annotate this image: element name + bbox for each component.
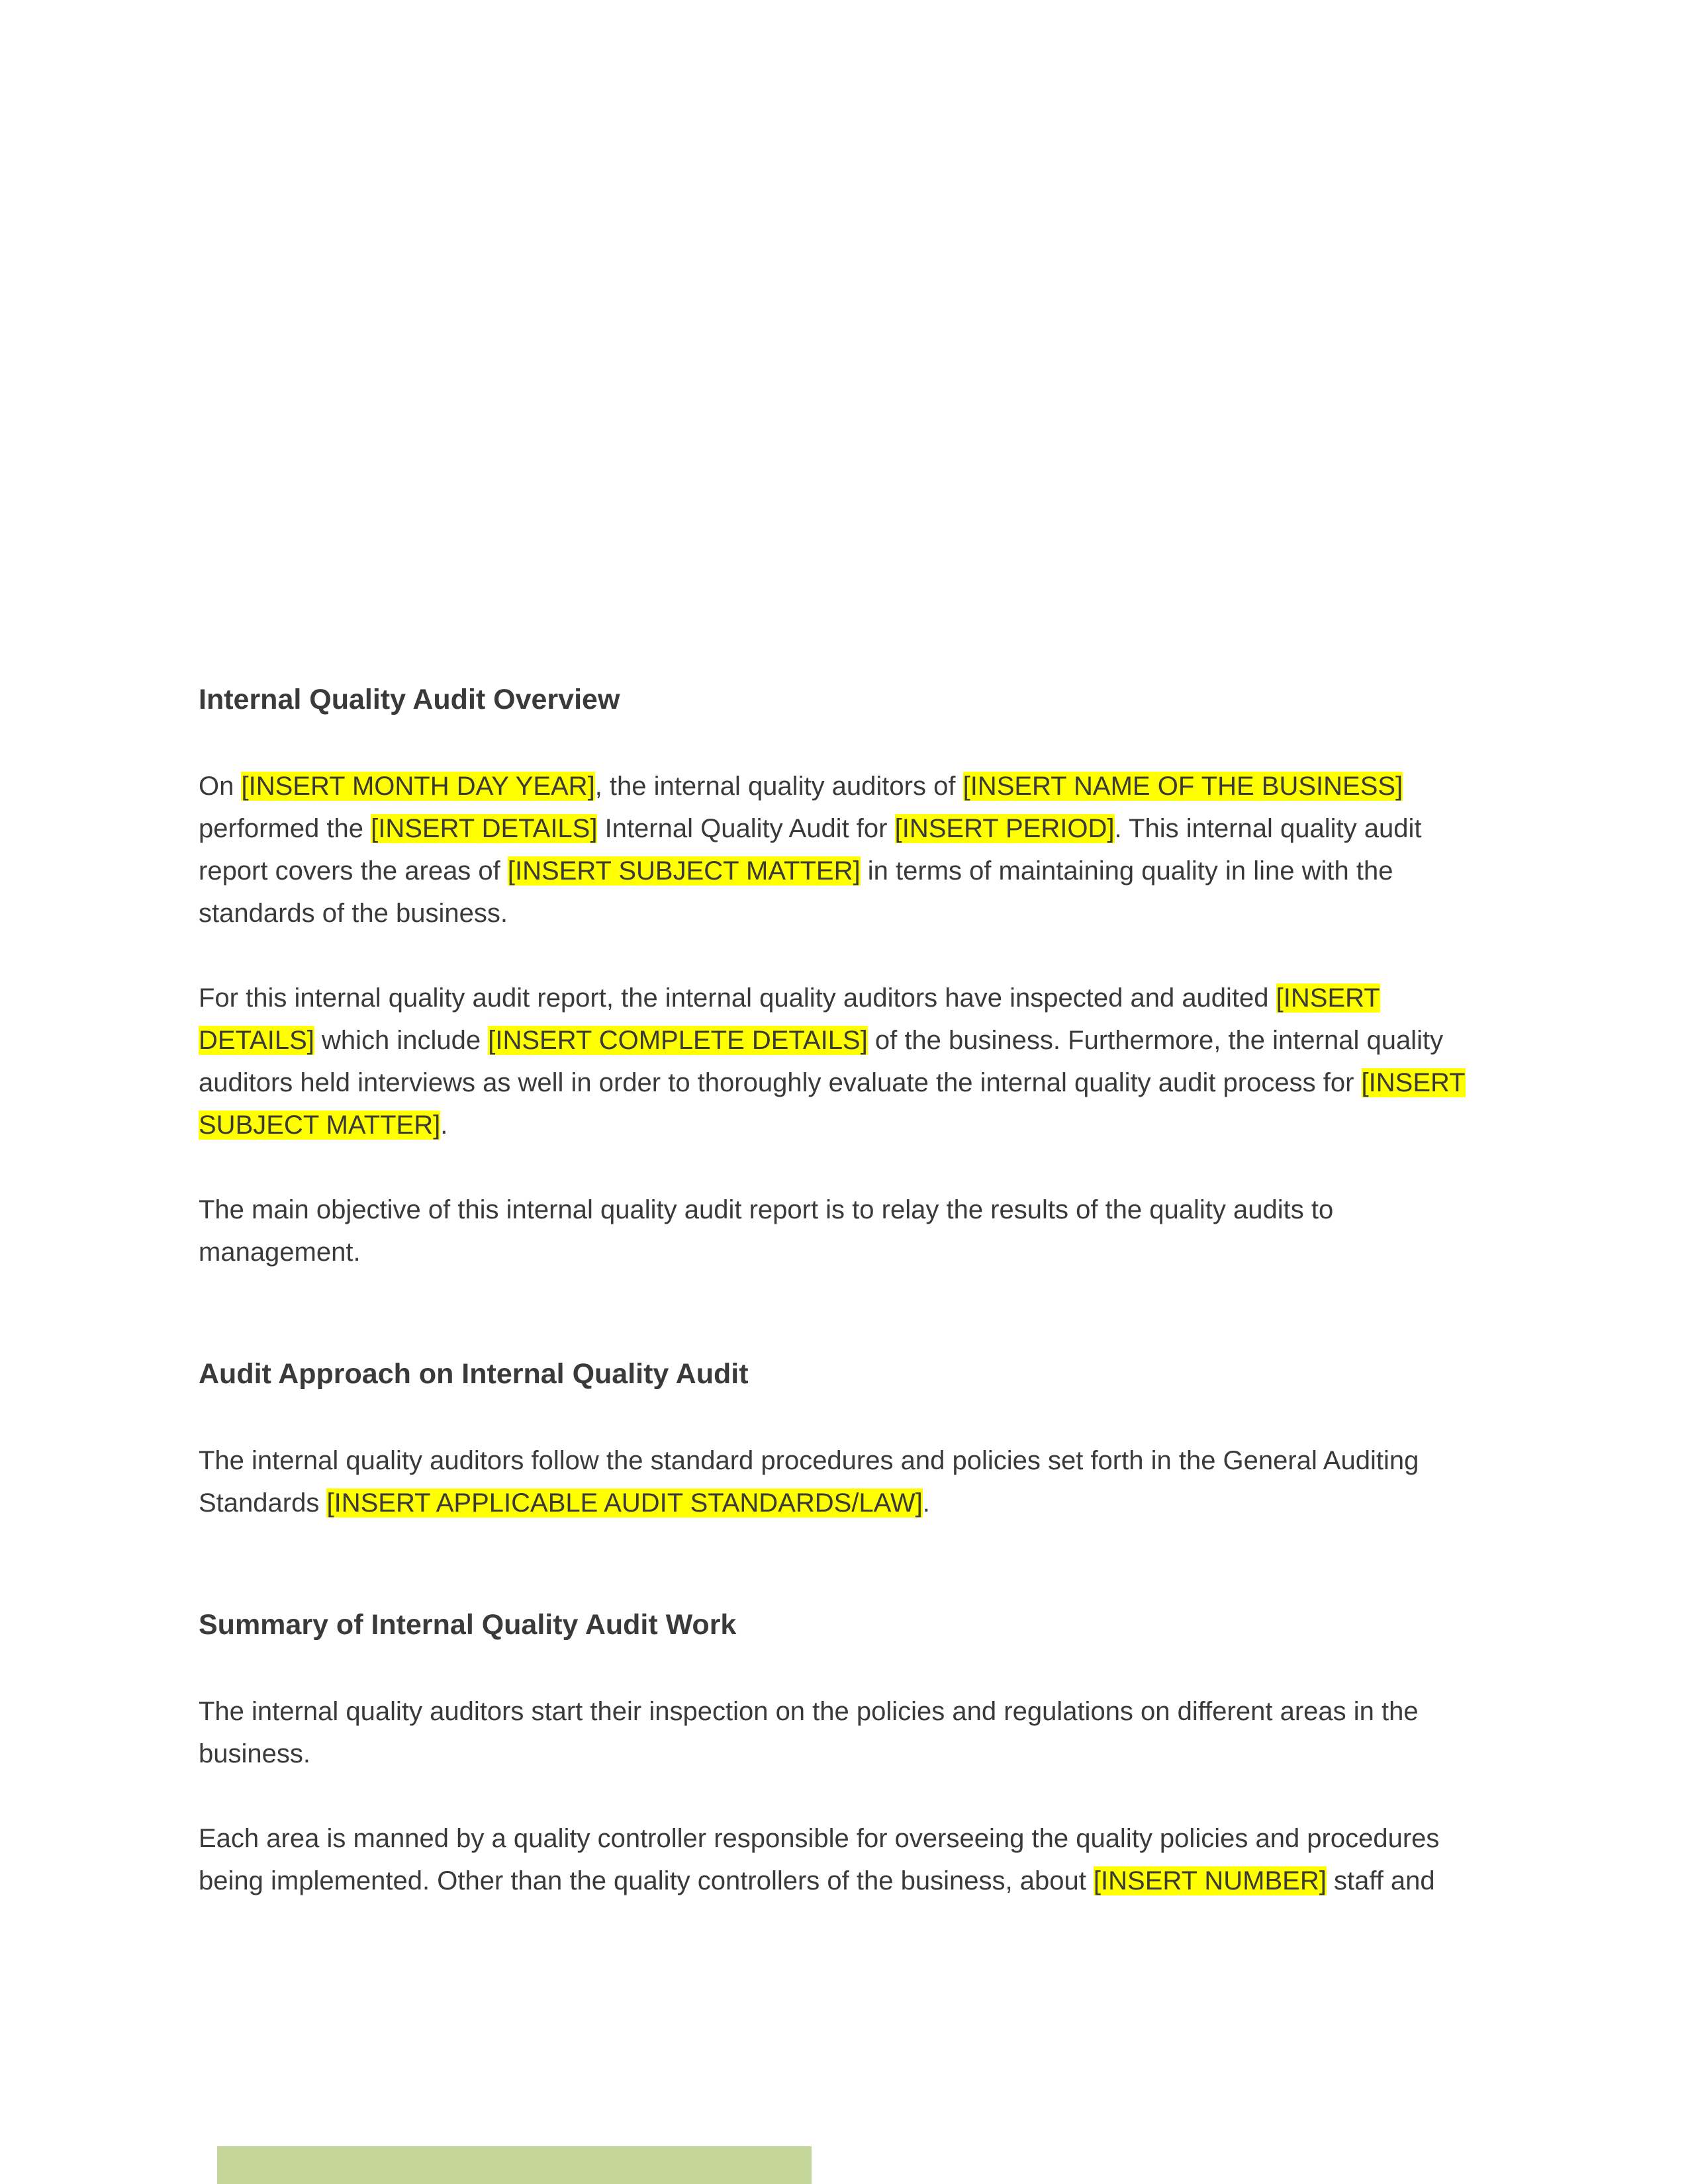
text-run: . [440,1110,448,1140]
placeholder-complete-details[interactable]: [INSERT COMPLETE DETAILS] [488,1025,868,1055]
placeholder-details[interactable]: [INSERT DETAILS] [199,983,1380,1055]
overview-paragraph-2 [199,977,1496,1146]
placeholder-details[interactable]: [INSERT DETAILS] [371,813,598,843]
text-run: For this internal quality audit report, the internal quality auditors have inspected and audited [199,983,1276,1013]
text-run: Internal Quality Audit for [597,813,895,843]
text-run: performed the [199,813,371,843]
overview-paragraph-1 [199,765,1496,934]
text-run: which include [314,1025,489,1055]
text-run: . This internal quality audit report covers the areas of [199,813,1422,886]
placeholder-period[interactable]: [INSERT PERIOD] [894,813,1115,843]
placeholder-subject-matter[interactable]: [INSERT SUBJECT MATTER] [199,1068,1466,1140]
section-title-summary: Summary of Internal Quality Audit Work [199,1608,737,1641]
text-run: The internal quality auditors follow the standard procedures and policies set forth in the General Auditing Standards [199,1445,1419,1518]
document-body [199,682,1496,1902]
placeholder-subject-matter[interactable]: [INSERT SUBJECT MATTER] [507,856,861,886]
placeholder-audit-standards[interactable]: [INSERT APPLICABLE AUDIT STANDARDS/LAW] [326,1488,923,1518]
overview-paragraph-3: The main objective of this internal quality audit report is to relay the results of the quality audits to management. [199,1195,1334,1267]
text-run: . [922,1488,930,1518]
section-title-overview: Internal Quality Audit Overview [199,684,620,715]
text-run: of the business. Furthermore, the internal quality auditors held interviews as well in order to thoroughly evaluate the internal quality audit process for [199,1025,1444,1097]
section-title-approach: Audit Approach on Internal Quality Audit [199,1357,749,1390]
summary-paragraph-2 [199,1817,1496,1902]
placeholder-number[interactable]: [INSERT NUMBER] [1093,1866,1327,1895]
text-run: in terms of maintaining quality in line with the standards of the business. [199,856,1393,928]
placeholder-month-day-year[interactable]: [INSERT MONTH DAY YEAR] [241,771,595,801]
placeholder-business-name[interactable]: [INSERT NAME OF THE BUSINESS] [962,771,1403,801]
text-run: staff and [1326,1866,1435,1895]
text-run: On [199,771,242,801]
text-run: , the internal quality auditors of [594,771,963,801]
summary-paragraph-1: The internal quality auditors start their inspection on the policies and regulations on different areas in the business. [199,1696,1419,1768]
approach-paragraph-1 [199,1439,1496,1524]
footer-accent-bar [217,2146,812,2184]
text-run: Each area is manned by a quality controller responsible for overseeing the quality policies and procedures being implemented. Other than the quality controllers of the business, about [199,1823,1440,1895]
